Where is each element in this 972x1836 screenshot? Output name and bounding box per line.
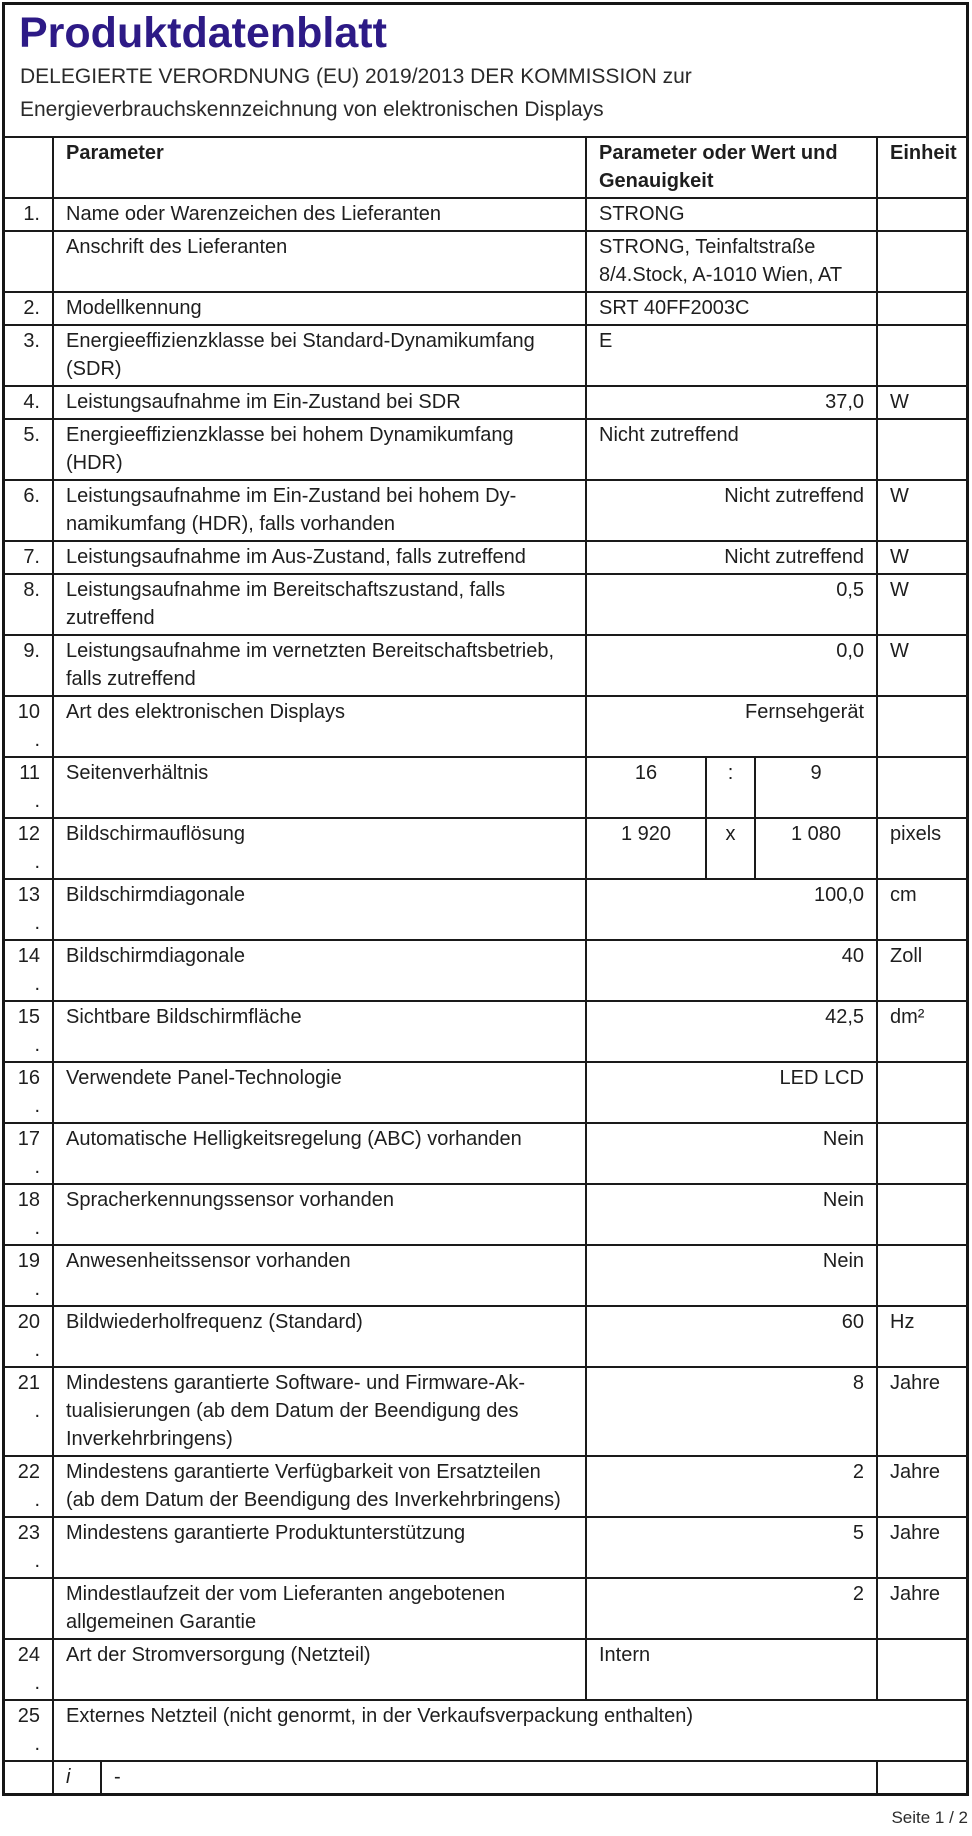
parameter-table <box>5 136 969 1793</box>
table-header-row <box>5 137 969 198</box>
row-parameter: Mindestens garantierte Verfügbarkeit von Ersatzteilen (ab dem Datum der Beendigung des Inverkehrbringens) <box>53 1456 586 1517</box>
row-value: Nein <box>586 1184 877 1245</box>
row-value: 100,0 <box>586 879 877 940</box>
row-parameter: Mindestens garantierte Produktunterstützung <box>53 1517 586 1578</box>
table-row <box>5 1700 969 1761</box>
row-unit: Jahre <box>877 1517 969 1578</box>
row-value-2: 1 080 <box>755 818 877 879</box>
row-number: 9. <box>5 635 53 696</box>
row-unit <box>877 325 969 386</box>
row-parameter: Mindestlaufzeit der vom Lieferanten angebotenen allgemeinen Garantie <box>53 1578 586 1639</box>
row-value: 0,5 <box>586 574 877 635</box>
row-unit: W <box>877 386 969 419</box>
page-footer: Seite 1 / 2 <box>891 1808 968 1828</box>
row-parameter: Spracherkennungssensor vorhanden <box>53 1184 586 1245</box>
row-number: 2. <box>5 292 53 325</box>
table-row <box>5 635 969 696</box>
row-unit: dm² <box>877 1001 969 1062</box>
table-row <box>5 1761 969 1793</box>
row-value: 40 <box>586 940 877 1001</box>
table-row <box>5 419 969 480</box>
row-number: 18. <box>5 1184 53 1245</box>
subtitle-line-1: DELEGIERTE VERORDNUNG (EU) 2019/2013 DER KOMMISSION zur <box>20 65 692 89</box>
table-row <box>5 1456 969 1517</box>
table-row <box>5 1367 969 1456</box>
row-number: 11. <box>5 757 53 818</box>
table-row <box>5 1245 969 1306</box>
row-value: Intern <box>586 1639 877 1700</box>
row-parameter: Name oder Warenzeichen des Lieferanten <box>53 198 586 231</box>
row-number: 25. <box>5 1700 53 1761</box>
row-number: 7. <box>5 541 53 574</box>
row-split-separator: x <box>706 818 755 879</box>
table-row <box>5 231 969 292</box>
row-parameter: Sichtbare Bildschirmfläche <box>53 1001 586 1062</box>
row-value: 8 <box>586 1367 877 1456</box>
row-number: 15. <box>5 1001 53 1062</box>
table-row <box>5 757 969 818</box>
row-unit <box>877 231 969 292</box>
row-unit <box>877 1062 969 1123</box>
table-body <box>5 198 969 1793</box>
row-value: 5 <box>586 1517 877 1578</box>
row-parameter: Anschrift des Lieferanten <box>53 231 586 292</box>
row-unit: Hz <box>877 1306 969 1367</box>
table-row <box>5 1062 969 1123</box>
table-row <box>5 574 969 635</box>
row-value: Nicht zutreffend <box>586 480 877 541</box>
row-number: 13. <box>5 879 53 940</box>
row-number: 12. <box>5 818 53 879</box>
row-value: 60 <box>586 1306 877 1367</box>
row-number: 23. <box>5 1517 53 1578</box>
row-unit <box>877 198 969 231</box>
table-row <box>5 696 969 757</box>
table-row <box>5 292 969 325</box>
row-value: Nicht zutreffend <box>586 541 877 574</box>
row-parameter: Art des elektronischen Displays <box>53 696 586 757</box>
row-number: 21. <box>5 1367 53 1456</box>
row-number: 3. <box>5 325 53 386</box>
row-unit <box>877 1639 969 1700</box>
row-parameter: Leistungsaufnahme im vernetzten Bereitschaftsbetrieb, falls zutreffend <box>53 635 586 696</box>
table-row <box>5 1517 969 1578</box>
row-parameter: Leistungsaufnahme im Bereitschaftszustand, falls zutreffend <box>53 574 586 635</box>
row-number: 14. <box>5 940 53 1001</box>
row-value: LED LCD <box>586 1062 877 1123</box>
row-number: 6. <box>5 480 53 541</box>
table-row <box>5 818 969 879</box>
row-value: 2 <box>586 1578 877 1639</box>
row-number: 19. <box>5 1245 53 1306</box>
table-row <box>5 1578 969 1639</box>
row-number: 24. <box>5 1639 53 1700</box>
table-row <box>5 480 969 541</box>
row-value: SRT 40FF2003C <box>586 292 877 325</box>
row-parameter: Automatische Helligkeitsregelung (ABC) vorhanden <box>53 1123 586 1184</box>
row-unit: Jahre <box>877 1456 969 1517</box>
row-value: Nein <box>586 1123 877 1184</box>
row-value-1: 1 920 <box>586 818 706 879</box>
row-unit <box>877 1761 969 1793</box>
row-unit <box>877 1245 969 1306</box>
table-row <box>5 940 969 1001</box>
row-number: 1. <box>5 198 53 231</box>
row-number <box>5 1761 53 1793</box>
row-value: STRONG, Teinfaltstraße 8/4.Stock, A-1010 Wien, AT <box>586 231 877 292</box>
row-unit: W <box>877 574 969 635</box>
table-row <box>5 325 969 386</box>
row-value: Nicht zutreffend <box>586 419 877 480</box>
page-title: Produktdatenblatt <box>19 9 387 57</box>
row-number: 8. <box>5 574 53 635</box>
subtitle-line-2: Energieverbrauchskennzeichnung von elektronischen Displays <box>20 98 604 122</box>
row-unit <box>877 696 969 757</box>
row-parameter: Externes Netzteil (nicht genormt, in der Verkaufsverpackung enthalten) <box>53 1700 969 1761</box>
row-number: 17. <box>5 1123 53 1184</box>
row-number: 5. <box>5 419 53 480</box>
row-unit: pixels <box>877 818 969 879</box>
header-parameter: Parameter <box>53 137 586 198</box>
row-parameter: Bildschirmdiagonale <box>53 940 586 1001</box>
row-parameter: Anwesenheitssensor vorhanden <box>53 1245 586 1306</box>
row-unit: W <box>877 635 969 696</box>
row-parameter: Bildwiederholfrequenz (Standard) <box>53 1306 586 1367</box>
row-unit <box>877 757 969 818</box>
row-number <box>5 231 53 292</box>
info-symbol: i <box>53 1761 101 1793</box>
row-value: Fernsehgerät <box>586 696 877 757</box>
row-unit: Jahre <box>877 1367 969 1456</box>
row-unit <box>877 1123 969 1184</box>
table-row <box>5 1184 969 1245</box>
row-number <box>5 1578 53 1639</box>
row-parameter: Leistungsaufnahme im Aus-Zustand, falls zutreffend <box>53 541 586 574</box>
row-value: 2 <box>586 1456 877 1517</box>
row-number: 16. <box>5 1062 53 1123</box>
row-unit: Zoll <box>877 940 969 1001</box>
row-value: 0,0 <box>586 635 877 696</box>
datasheet-page <box>2 2 969 1796</box>
table-row <box>5 198 969 231</box>
row-value-1: 16 <box>586 757 706 818</box>
row-number: 4. <box>5 386 53 419</box>
title-block <box>5 5 966 136</box>
row-value: E <box>586 325 877 386</box>
table-row <box>5 541 969 574</box>
row-parameter: Leistungsaufnahme im Ein-Zustand bei SDR <box>53 386 586 419</box>
row-unit: Jahre <box>877 1578 969 1639</box>
table-row <box>5 1001 969 1062</box>
row-value: STRONG <box>586 198 877 231</box>
row-unit: W <box>877 480 969 541</box>
row-number: 10. <box>5 696 53 757</box>
info-value: - <box>101 1761 877 1793</box>
row-parameter: Bildschirmauflösung <box>53 818 586 879</box>
header-unit: Einheit <box>877 137 969 198</box>
row-number: 20. <box>5 1306 53 1367</box>
table-row <box>5 386 969 419</box>
row-parameter: Mindestens garantierte Software- und Firmware-Aktualisierungen (ab dem Datum der Beendigung des Inverkehrbringens) <box>53 1367 586 1456</box>
table-row <box>5 1123 969 1184</box>
row-parameter: Energieeffizienzklasse bei hohem Dynamikumfang (HDR) <box>53 419 586 480</box>
table-row <box>5 1306 969 1367</box>
table-row <box>5 879 969 940</box>
row-value: Nein <box>586 1245 877 1306</box>
row-parameter: Energieeffizienzklasse bei Standard-Dynamikumfang (SDR) <box>53 325 586 386</box>
row-unit: cm <box>877 879 969 940</box>
row-unit <box>877 292 969 325</box>
row-parameter: Art der Stromversorgung (Netzteil) <box>53 1639 586 1700</box>
table-row <box>5 1639 969 1700</box>
header-number-cell <box>5 137 53 198</box>
row-parameter: Seitenverhältnis <box>53 757 586 818</box>
row-parameter: Verwendete Panel-Technologie <box>53 1062 586 1123</box>
row-value: 42,5 <box>586 1001 877 1062</box>
row-parameter: Bildschirmdiagonale <box>53 879 586 940</box>
row-number: 22. <box>5 1456 53 1517</box>
row-unit <box>877 419 969 480</box>
row-value: 37,0 <box>586 386 877 419</box>
row-unit <box>877 1184 969 1245</box>
header-value: Parameter oder Wert und Genauigkeit <box>586 137 877 198</box>
row-split-separator: : <box>706 757 755 818</box>
row-parameter: Modellkennung <box>53 292 586 325</box>
row-value-2: 9 <box>755 757 877 818</box>
row-unit: W <box>877 541 969 574</box>
row-parameter: Leistungsaufnahme im Ein-Zustand bei hohem Dynamikumfang (HDR), falls vorhanden <box>53 480 586 541</box>
